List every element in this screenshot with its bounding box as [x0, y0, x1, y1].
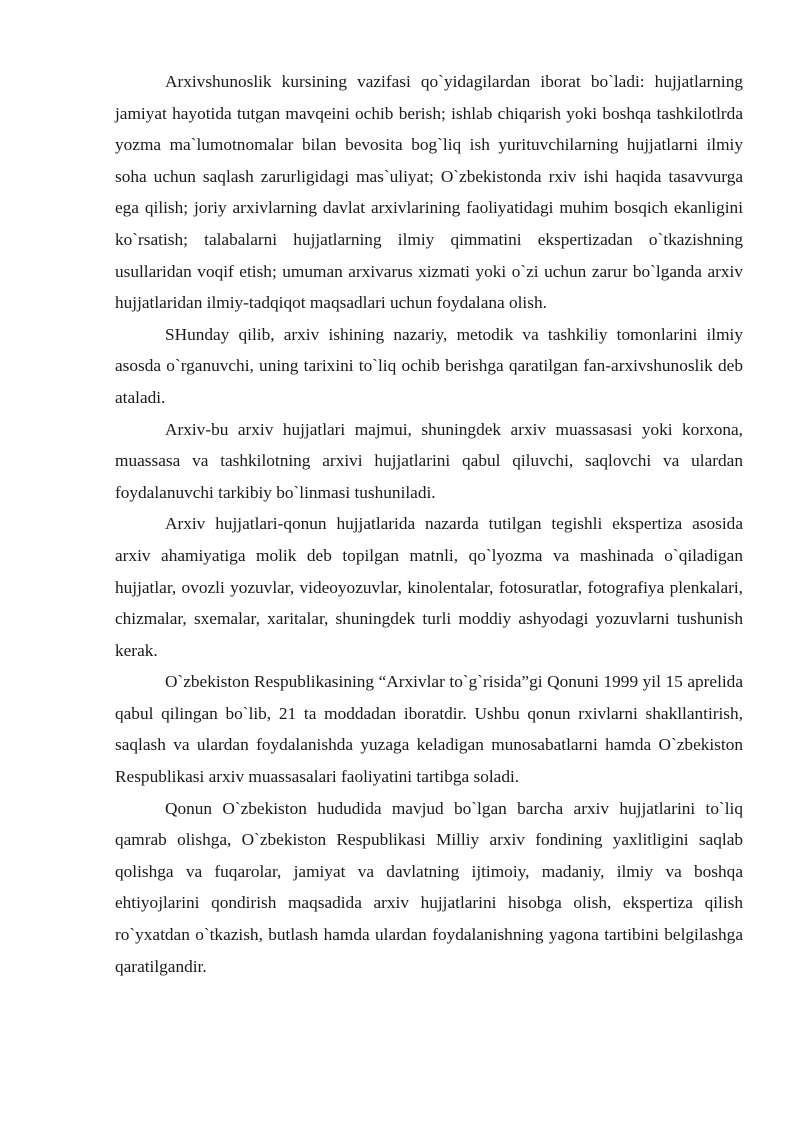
paragraph-archive-definition: Arxiv-bu arxiv hujjatlari majmui, shuningdek arxiv muassasasi yoki korxona, muassasa va tashkilotning arxivi hujjatlarini qabul qiluvchi, saqlovchi va ulardan foydalanuvchi tarkibiy bo`linmasi tushuniladi. [115, 419, 743, 502]
paragraph-archive-documents-definition: Arxiv hujjatlari-qonun hujjatlarida nazarda tutilgan tegishli ekspertiza asosida arxiv ahamiyatiga molik deb topilgan matnli, qo`lyozma va mashinada o`qiladigan hujjatlar, ovozli yozuvlar, videoyozuvlar, kinolentalar, fotosuratlar, fotografiya plenkalari, chizmalar, sxemalar, xaritalar, shuningdek turli moddiy ashyodagi yozuvlarni tushunish kerak. [115, 514, 743, 660]
paragraph-archival-science-definition: SHunday qilib, arxiv ishining nazariy, metodik va tashkiliy tomonlarini ilmiy asosda o`rganuvchi, uning tarixini to`liq ochib berishga qaratilgan fan-arxivshunoslik deb ataladi. [115, 324, 743, 407]
paragraph-law-purpose: Qonun O`zbekiston hududida mavjud bo`lgan barcha arxiv hujjatlarini to`liq qamrab olishga, O`zbekiston Respublikasi Milliy arxiv fondining yaxlitligini saqlab qolishga va fuqarolar, jamiyat va davlatning ijtimoiy, madaniy, ilmiy va boshqa ehtiyojlarini qondirish maqsadida arxiv hujjatlarini hisobga olish, ekspertiza qilish ro`yxatdan o`tkazish, butlash hamda ulardan foydalanishning yagona tartibini belgilashga qaratilgandir. [115, 798, 743, 976]
paragraph-course-tasks: Arxivshunoslik kursining vazifasi qo`yidagilardan iborat bo`ladi: hujjatlarning jamiyat hayotida tutgan mavqeini ochib berish; ishlab chiqarish yoki boshqa tashkilotlrda yozma ma`lumotnomalar bilan bevosita bog`liq ish yurituvchilarning hujjatlarni ilmiy soha uchun saqlash zarurligidagi mas`uliyat; O`zbekistonda rxiv ishi haqida tasavvurga ega qilish; joriy arxivlarning davlat arxivlarining faoliyatidagi muhim bosqich ekanligini ko`rsatish; talabalarni hujjatlarning ilmiy qimmatini ekspertizadan o`tkazishning usullaridan voqif etish; umuman arxivarus xizmati yoki o`zi uchun zarur bo`lganda arxiv hujjatlaridan ilmiy-tadqiqot maqsadlari uchun foydalana olish. [115, 72, 743, 313]
paragraph-archives-law: O`zbekiston Respublikasining “Arxivlar to`g`risida”gi Qonuni 1999 yil 15 aprelida qabul qilingan bo`lib, 21 ta moddadan iboratdir. Ushbu qonun rxivlarni shakllantirish, saqlash va ulardan foydalanishda yuzaga keladigan munosabatlarni hamda O`zbekiston Respublikasi arxiv muassasalari faoliyatini tartibga soladi. [115, 672, 743, 787]
document-page [115, 66, 743, 982]
